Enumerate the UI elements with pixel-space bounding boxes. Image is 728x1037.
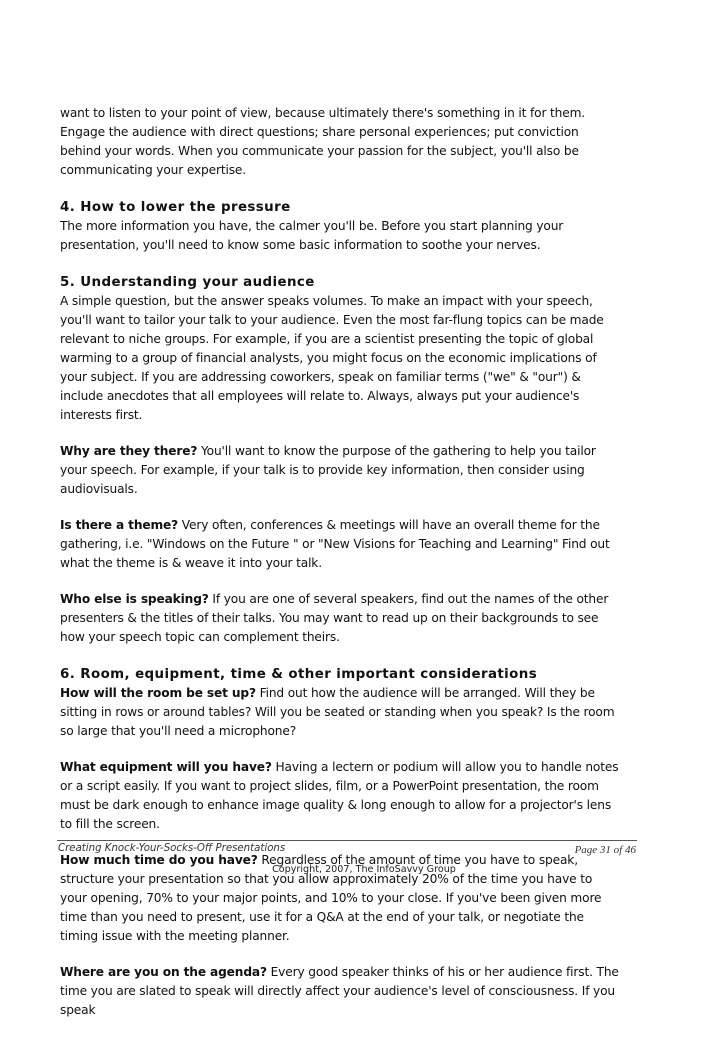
footer-copyright: Copyright, 2007, The InfoSavvy Group bbox=[272, 864, 456, 875]
footer-document-title: Creating Knock-Your-Socks-Off Presentations bbox=[58, 843, 286, 854]
section-5-paragraph: A simple question, but the answer speaks volumes. To make an impact with your speech, you'll want to tailor your talk to your audience. Even the most far-flung topics can be made relevant to niche groups. For example, if you are a scientist presenting the topic of global warming to a group of financial analysts, you might focus on the economic implications of your subject. If you are addressing coworkers, speak on familiar terms ("we" & "our") & include anecdotes that all employees will relate to. Always, always put your audience's interests first. bbox=[60, 294, 604, 422]
agenda-answer: Every good speaker thinks of his or her audience first. The time you are slated to speak will directly affect your audience's level of consciousness. If you speak bbox=[60, 965, 619, 1017]
why-answer: You'll want to know the purpose of the gathering to help you tailor your speech. For example, if your talk is to provide key information, then consider using audiovisuals. bbox=[60, 444, 596, 496]
equipment-answer: Having a lectern or podium will allow you to handle notes or a script easily. If you want to project slides, film, or a PowerPoint presentation, the room must be dark enough to enhance image quality & long enough to allow for a projector's lens to fill the screen. bbox=[60, 760, 619, 831]
page-body bbox=[60, 104, 620, 1037]
why-paragraph bbox=[60, 442, 620, 499]
who-question: Who else is speaking? bbox=[60, 592, 209, 606]
agenda-paragraph bbox=[60, 963, 620, 1020]
agenda-question: Where are you on the agenda? bbox=[60, 965, 267, 979]
theme-answer: Very often, conferences & meetings will have an overall theme for the gathering, i.e. "Windows on the Future " or "New Visions for Teaching and Learning" Find out what the theme is & weave it into your talk. bbox=[60, 518, 610, 570]
footer-divider bbox=[57, 840, 637, 841]
room-answer: Find out how the audience will be arranged. Will they be sitting in rows or around tables? Will you be seated or standing when you speak? Is the room so large that you'll need a microphone? bbox=[60, 686, 615, 738]
equipment-paragraph bbox=[60, 758, 620, 834]
who-answer: If you are one of several speakers, find out the names of the other presenters & the titles of their talks. You may want to read up on their backgrounds to see how your speech topic can complement theirs. bbox=[60, 592, 609, 644]
room-question: How will the room be set up? bbox=[60, 686, 256, 700]
section-4-heading: 4. How to lower the pressure bbox=[60, 200, 291, 215]
footer-page-number: Page 31 of 46 bbox=[574, 844, 636, 856]
why-question: Why are they there? bbox=[60, 444, 198, 458]
time-answer: Regardless of the amount of time you have to speak, structure your presentation so that you allow approximately 20% of the time you have to your opening, 70% to your major points, and 10% to your close. If you've been given more time than you need to present, use it for a Q&A at the end of your talk, or negotiate the timing issue with the meeting planner. bbox=[60, 853, 602, 943]
intro-paragraph: want to listen to your point of view, because ultimately there's something in it for them. Engage the audience with direct questions; share personal experiences; put conviction behind your words. When you communicate your passion for the subject, you'll also be communicating your expertise. bbox=[60, 106, 586, 177]
equipment-question: What equipment will you have? bbox=[60, 760, 272, 774]
time-question: How much time do you have? bbox=[60, 853, 258, 867]
section-5-heading: 5. Understanding your audience bbox=[60, 275, 315, 290]
theme-question: Is there a theme? bbox=[60, 518, 179, 532]
section-6-heading: 6. Room, equipment, time & other important considerations bbox=[60, 667, 538, 682]
room-paragraph bbox=[60, 684, 620, 741]
theme-paragraph bbox=[60, 516, 620, 573]
section-4-paragraph: The more information you have, the calmer you'll be. Before you start planning your presentation, you'll need to know some basic information to soothe your nerves. bbox=[60, 219, 564, 252]
who-paragraph bbox=[60, 590, 620, 647]
